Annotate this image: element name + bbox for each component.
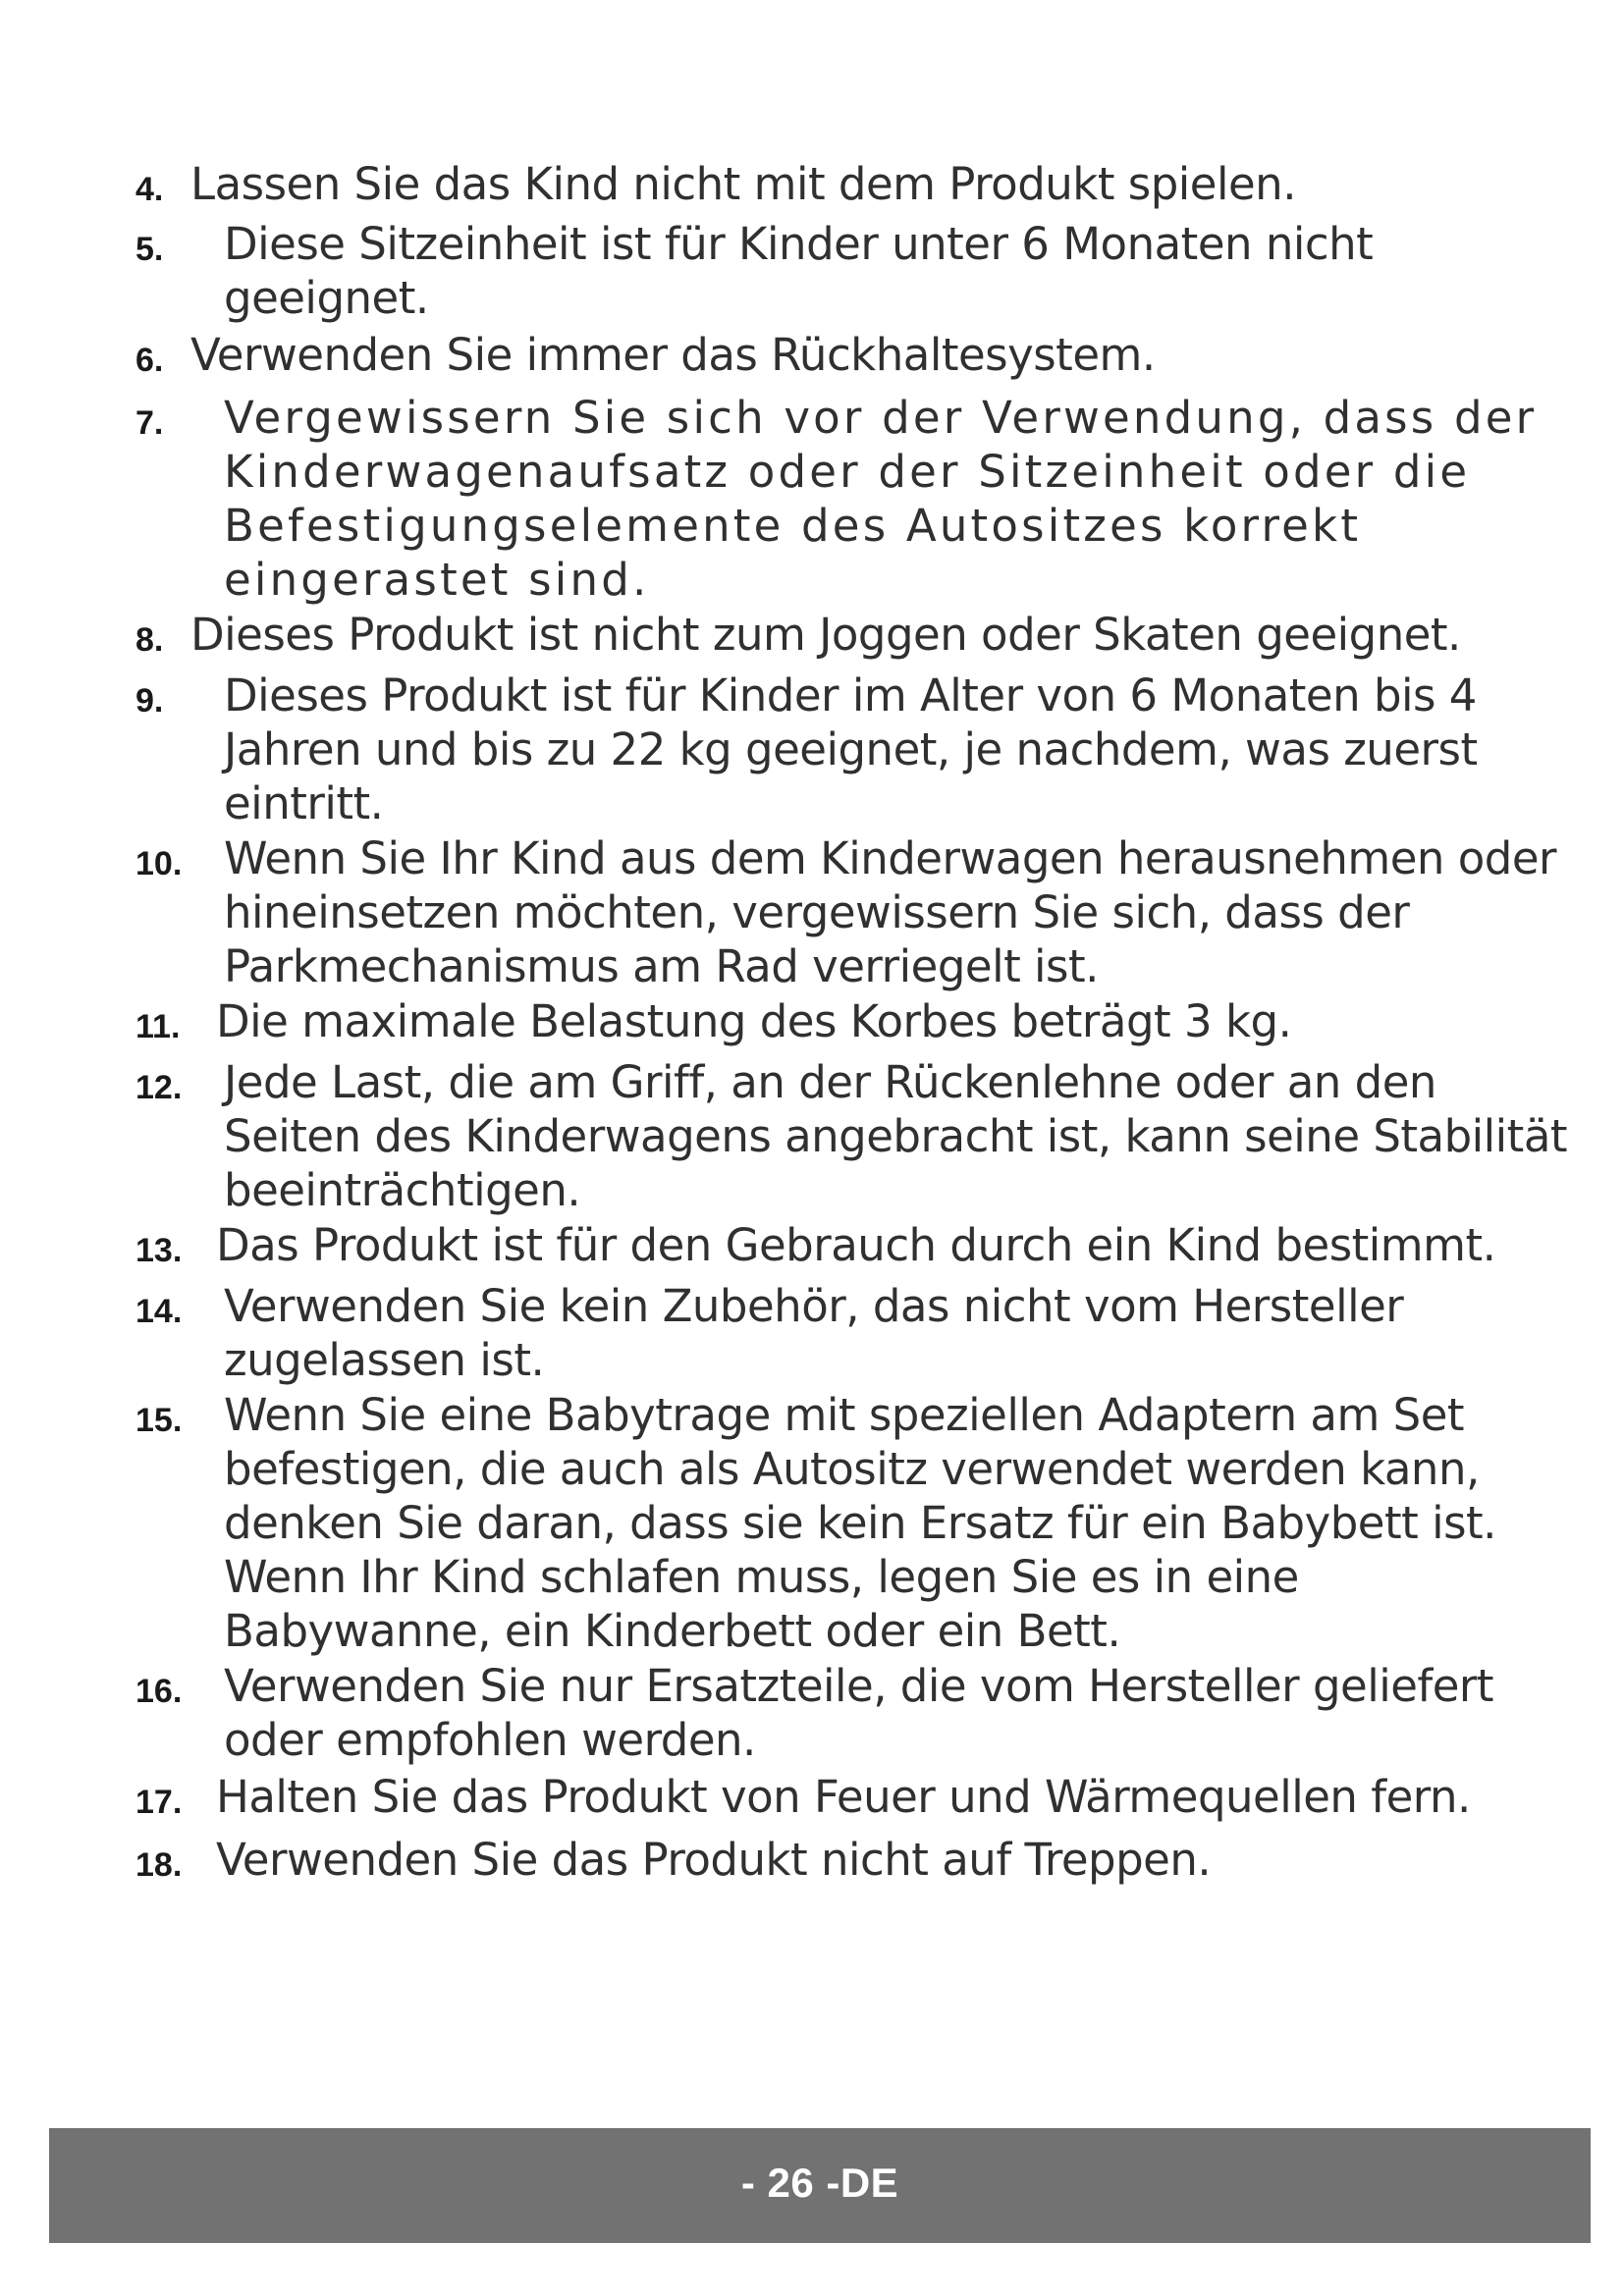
item-number: 9.	[135, 682, 164, 720]
item-text: Vergewissern Sie sich vor der Verwendung, dass der Kinderwagenaufsatz oder der Sitzeinheit oder die Befestigungselemente des Autositzes korrekt eingerastet sind.	[224, 392, 1538, 606]
item-number: 8.	[135, 621, 164, 659]
list-item	[135, 1833, 1579, 1893]
safety-instructions-list	[135, 157, 1579, 1893]
list-item	[135, 1770, 1579, 1830]
item-text: Verwenden Sie das Produkt nicht auf Treppen.	[216, 1834, 1212, 1886]
list-item	[135, 157, 1579, 217]
item-number: 15.	[135, 1402, 183, 1439]
item-number: 4.	[135, 171, 164, 208]
item-text: Lassen Sie das Kind nicht mit dem Produkt spielen.	[190, 158, 1296, 210]
item-text: Dieses Produkt ist nicht zum Joggen oder Skaten geeignet.	[190, 609, 1461, 661]
page-footer	[49, 2128, 1591, 2243]
list-item	[135, 1055, 1579, 1217]
item-number: 14.	[135, 1293, 183, 1330]
item-number: 12.	[135, 1069, 183, 1106]
list-item	[135, 1218, 1579, 1278]
item-text: Halten Sie das Produkt von Feuer und Wärmequellen fern.	[216, 1771, 1471, 1823]
item-text: Dieses Produkt ist für Kinder im Alter von 6 Monaten bis 4 Jahren und bis zu 22 kg geeignet, je nachdem, was zuerst eintritt.	[224, 669, 1478, 829]
list-item	[135, 1388, 1579, 1658]
item-number: 6.	[135, 342, 164, 379]
page-number: - 26 -DE	[740, 2159, 899, 2206]
item-text: Die maximale Belastung des Korbes beträgt 3 kg.	[216, 995, 1292, 1047]
item-text: Verwenden Sie kein Zubehör, das nicht vom Hersteller zugelassen ist.	[224, 1280, 1404, 1386]
item-number: 16.	[135, 1673, 183, 1710]
item-number: 7.	[135, 404, 164, 442]
list-item	[135, 831, 1579, 993]
item-text: Diese Sitzeinheit ist für Kinder unter 6 Monaten nicht geeignet.	[224, 218, 1374, 324]
item-number: 17.	[135, 1784, 183, 1821]
item-number: 13.	[135, 1232, 183, 1269]
list-item	[135, 217, 1579, 325]
list-item	[135, 328, 1579, 388]
item-text: Jede Last, die am Griff, an der Rückenlehne oder an den Seiten des Kinderwagens angebracht ist, kann seine Stabilität beeinträchtigen.	[224, 1056, 1568, 1216]
list-item	[135, 608, 1579, 667]
list-item	[135, 994, 1579, 1054]
item-number: 18.	[135, 1846, 183, 1884]
item-text: Das Produkt ist für den Gebrauch durch ein Kind bestimmt.	[216, 1219, 1496, 1271]
list-item	[135, 668, 1579, 830]
item-number: 10.	[135, 845, 183, 882]
list-item	[135, 1279, 1579, 1387]
item-number: 5.	[135, 231, 164, 268]
item-text: Verwenden Sie nur Ersatzteile, die vom Hersteller geliefert oder empfohlen werden.	[224, 1660, 1494, 1766]
item-text: Verwenden Sie immer das Rückhaltesystem.	[190, 329, 1156, 381]
list-item	[135, 1659, 1579, 1767]
list-item	[135, 391, 1579, 607]
item-text: Wenn Sie eine Babytrage mit speziellen Adaptern am Set befestigen, die auch als Autositz verwendet werden kann, denken Sie daran, dass sie kein Ersatz für ein Babybett ist. Wenn Ihr Kind schlafen muss, legen Sie es in eine Babywanne, ein Kinderbett oder ein Bett.	[224, 1389, 1496, 1657]
item-number: 11.	[135, 1008, 181, 1045]
item-text: Wenn Sie Ihr Kind aus dem Kinderwagen herausnehmen oder hineinsetzen möchten, vergewissern Sie sich, dass der Parkmechanismus am Rad verriegelt ist.	[224, 832, 1557, 992]
